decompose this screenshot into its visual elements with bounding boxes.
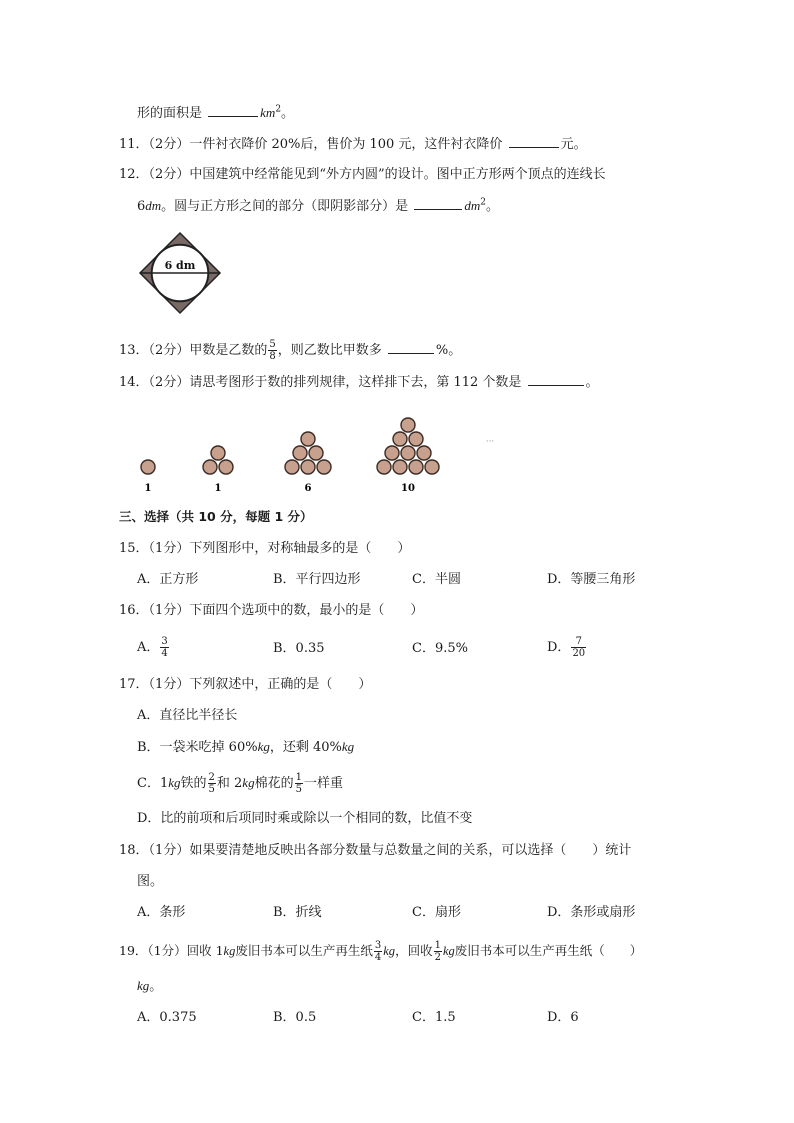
answer-blank[interactable] <box>388 341 434 354</box>
option-d[interactable]: D．6 <box>547 1010 579 1025</box>
option-b[interactable]: B．平行四边形 <box>273 572 361 587</box>
answer-blank[interactable] <box>414 197 462 210</box>
option-d[interactable]: D．比的前项和后项同时乘或除以一个相同的数，比值不变 <box>137 811 473 826</box>
question-16: 16．（1分）下面四个选项中的数，最小的是（ ） <box>119 603 424 618</box>
ellipsis: ··· <box>485 437 495 447</box>
figure-label: 6 dm <box>164 259 196 272</box>
option-c[interactable]: C．1kg铁的 $\frac{2}{5}$ 和 2kg棉花的 $\frac{1}{5}$ 一样重 <box>137 772 343 795</box>
option-b[interactable]: B．0.5 <box>273 1010 317 1025</box>
option-a[interactable]: A．正方形 <box>137 572 199 587</box>
option-a[interactable]: A． $\frac{3}{4}$ <box>137 636 168 659</box>
pattern-dot <box>393 432 407 446</box>
option-a[interactable]: A．直径比半径长 <box>137 708 238 723</box>
option-d[interactable]: D． $\frac{7}{20}$ <box>547 636 586 659</box>
pattern-label: 6 <box>304 483 312 494</box>
option-d[interactable]: D．等腰三角形 <box>547 572 636 587</box>
pattern-dot <box>219 460 233 474</box>
fraction: $\frac{1}{5}$ <box>295 772 302 795</box>
pattern-dot <box>203 460 217 474</box>
question-15: 15．（1分）下列图形中，对称轴最多的是（ ） <box>119 541 411 556</box>
pattern-dot <box>425 460 439 474</box>
pattern-dot <box>393 460 407 474</box>
pattern-dot <box>285 460 299 474</box>
fraction: $\frac{2}{5}$ <box>208 772 215 795</box>
option-c[interactable]: C．9.5% <box>412 641 468 656</box>
pattern-dot <box>211 446 225 460</box>
question-18-line1: 18．（1分）如果要清楚地反映出各部分数量与总数量之间的关系，可以选择（ ）统计 <box>119 843 632 858</box>
option-c[interactable]: C．半圆 <box>412 572 461 587</box>
option-b[interactable]: B．0.35 <box>273 641 325 656</box>
pattern-dot <box>417 446 431 460</box>
option-c[interactable]: C．1.5 <box>412 1010 456 1025</box>
q10-continuation: 形的面积是 $km^2$。 <box>137 104 295 121</box>
dot-pattern-figure <box>130 400 510 495</box>
pattern-dot <box>401 446 415 460</box>
option-d[interactable]: D．条形或扇形 <box>547 905 636 920</box>
pattern-label: 10 <box>401 483 415 494</box>
pattern-dot <box>385 446 399 460</box>
pattern-dot <box>293 446 307 460</box>
fraction: $\frac{5}{8}$ <box>269 339 276 362</box>
question-12-line1: 12．（2分）中国建筑中经常能见到“外方内圆”的设计。图中正方形两个顶点的连线长 <box>119 167 606 182</box>
question-19-line2: kg。 <box>137 978 163 994</box>
question-12-line2: 6dm。圆与正方形之间的部分（即阴影部分）是 $dm^2$。 <box>137 197 499 214</box>
question-11: 11．（2分）一件衬衣降价 20%后，售价为 100 元，这件衬衣降价 元。 <box>119 137 587 152</box>
option-a[interactable]: A．条形 <box>137 905 186 920</box>
square-circle-figure <box>137 230 223 316</box>
answer-blank[interactable] <box>528 373 584 386</box>
option-b[interactable]: B．一袋米吃掉 60%kg，还剩 40%kg <box>137 739 355 755</box>
question-17: 17．（1分）下列叙述中，正确的是（ ） <box>119 677 372 692</box>
option-c[interactable]: C．扇形 <box>412 905 461 920</box>
section-heading: 三、选择（共 10 分，每题 1 分） <box>119 509 313 524</box>
option-a[interactable]: A．0.375 <box>137 1010 197 1025</box>
option-b[interactable]: B．折线 <box>273 905 322 920</box>
answer-blank[interactable] <box>509 135 559 148</box>
pattern-dot <box>309 446 323 460</box>
question-18-line2: 图。 <box>137 874 164 889</box>
fraction: $\frac{1}{2}$ <box>434 940 441 963</box>
question-14: 14．（2分）请思考图形于数的排列规律，这样排下去，第 112 个数是 。 <box>119 375 599 390</box>
pattern-dot <box>409 432 423 446</box>
fraction: $\frac{7}{20}$ <box>572 636 586 659</box>
pattern-dot <box>401 418 415 432</box>
pattern-dot <box>317 460 331 474</box>
fraction: $\frac{3}{4}$ <box>374 940 382 963</box>
pattern-label: 1 <box>144 483 152 494</box>
question-13: 13．（2分）甲数是乙数的 $\frac{5}{8}$ ，则乙数比甲数多 %。 <box>119 339 462 362</box>
fraction: $\frac{3}{4}$ <box>161 636 168 659</box>
pattern-dot <box>409 460 423 474</box>
pattern-dot <box>141 460 155 474</box>
pattern-dot <box>301 460 315 474</box>
pattern-dot <box>377 460 391 474</box>
pattern-label: 1 <box>214 483 222 494</box>
answer-blank[interactable] <box>208 104 258 117</box>
question-19-line1: 19．（1分）回收 1kg废旧书本可以生产再生纸 $\frac{3}{4}$ kg，回收 $\frac{1}{2}$ kg废旧书本可以生产再生纸（ ） <box>119 940 643 963</box>
pattern-dot <box>301 432 315 446</box>
